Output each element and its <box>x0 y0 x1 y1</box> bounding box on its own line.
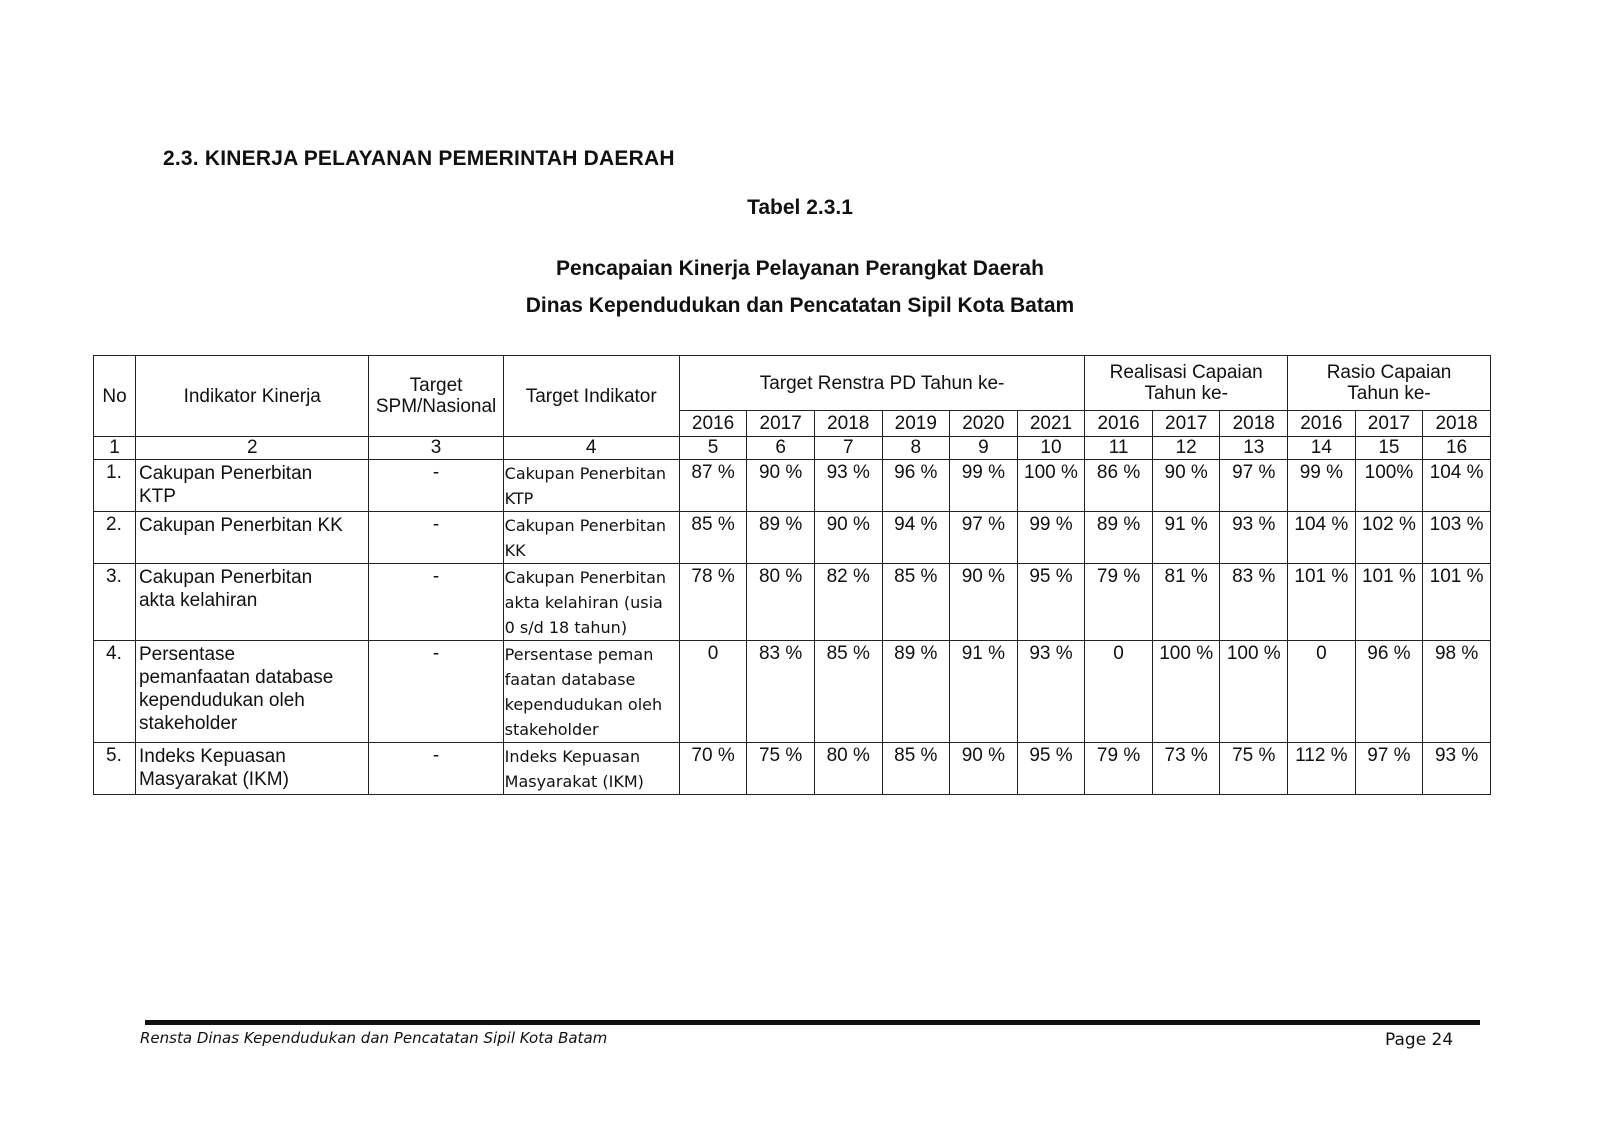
header-realisasi-line2: Tahun ke- <box>1144 383 1228 404</box>
rasio-value-cell: 104 % <box>1423 460 1491 512</box>
realisasi-value-cell: 90 % <box>1152 460 1220 512</box>
row-number: 4. <box>94 641 136 743</box>
target-indicator-line: Indeks Kepuasan <box>504 747 641 766</box>
row-number: 5. <box>94 743 136 795</box>
rasio-value-cell: 104 % <box>1288 512 1356 564</box>
row-number: 1. <box>94 460 136 512</box>
realisasi-value-cell: 81 % <box>1152 564 1220 641</box>
rasio-year-2017: 2017 <box>1355 411 1423 437</box>
column-index-cell: 2 <box>135 437 369 460</box>
indicator-cell <box>135 512 369 564</box>
column-index-cell: 8 <box>882 437 950 460</box>
table-row <box>94 641 1491 743</box>
rasio-value-cell: 101 % <box>1288 564 1356 641</box>
rasio-year-2018: 2018 <box>1423 411 1491 437</box>
rasio-value-cell: 112 % <box>1288 743 1356 795</box>
renstra-value-cell: 80 % <box>747 564 815 641</box>
indicator-line: Persentase <box>138 644 236 665</box>
renstra-value-cell: 0 <box>679 641 747 743</box>
footer-rule <box>145 1020 1480 1025</box>
renstra-value-cell: 93 % <box>1017 641 1085 743</box>
renstra-value-cell: 95 % <box>1017 564 1085 641</box>
target-spm-cell: - <box>369 743 503 795</box>
target-indicator-cell <box>503 564 679 641</box>
header-target-spm-line1: Target <box>409 375 463 396</box>
column-index-cell: 4 <box>503 437 679 460</box>
rasio-year-2016: 2016 <box>1288 411 1356 437</box>
indicator-line: pemanfaatan database <box>138 667 334 688</box>
table-title: Pencapaian Kinerja Pelayanan Perangkat Daerah <box>556 257 1044 280</box>
rasio-value-cell: 103 % <box>1423 512 1491 564</box>
target-indicator-line: Cakupan Penerbitan <box>504 464 667 483</box>
header-renstra: Target Renstra PD Tahun ke- <box>679 356 1085 411</box>
rasio-value-cell: 96 % <box>1355 641 1423 743</box>
header-target-spm <box>369 356 503 437</box>
rasio-value-cell: 99 % <box>1288 460 1356 512</box>
target-indicator-line: KTP <box>504 489 534 508</box>
table-body <box>94 460 1491 795</box>
renstra-year-2017: 2017 <box>747 411 815 437</box>
realisasi-value-cell: 79 % <box>1085 743 1153 795</box>
footer-document-title: Rensta Dinas Kependudukan dan Pencatatan Sipil Kota Batam <box>140 1029 608 1047</box>
rasio-value-cell: 97 % <box>1355 743 1423 795</box>
renstra-value-cell: 70 % <box>679 743 747 795</box>
table-subtitle: Dinas Kependudukan dan Pencatatan Sipil Kota Batam <box>525 294 1075 317</box>
renstra-value-cell: 89 % <box>882 641 950 743</box>
table-number: Tabel 2.3.1 <box>747 196 853 219</box>
rasio-value-cell: 101 % <box>1423 564 1491 641</box>
header-rasio-line2: Tahun ke- <box>1347 383 1431 404</box>
renstra-value-cell: 91 % <box>950 641 1018 743</box>
renstra-value-cell: 97 % <box>950 512 1018 564</box>
realisasi-value-cell: 79 % <box>1085 564 1153 641</box>
target-indicator-cell <box>503 512 679 564</box>
target-spm-cell: - <box>369 641 503 743</box>
header-realisasi <box>1085 356 1288 411</box>
target-indicator-line: akta kelahiran (usia <box>504 593 663 612</box>
column-index-cell: 15 <box>1355 437 1423 460</box>
section-heading: 2.3. KINERJA PELAYANAN PEMERINTAH DAERAH <box>163 147 675 170</box>
indicator-line: kependudukan oleh <box>138 690 305 711</box>
target-indicator-line: faatan database <box>504 670 636 689</box>
column-index-cell: 12 <box>1152 437 1220 460</box>
realisasi-year-2017: 2017 <box>1152 411 1220 437</box>
renstra-value-cell: 99 % <box>1017 512 1085 564</box>
renstra-value-cell: 85 % <box>882 743 950 795</box>
indicator-cell <box>135 743 369 795</box>
table-row <box>94 743 1491 795</box>
target-spm-cell: - <box>369 460 503 512</box>
column-index-cell: 13 <box>1220 437 1288 460</box>
realisasi-value-cell: 89 % <box>1085 512 1153 564</box>
rasio-value-cell: 93 % <box>1423 743 1491 795</box>
indicator-line: Cakupan Penerbitan KK <box>138 515 343 536</box>
indicator-cell <box>135 564 369 641</box>
renstra-value-cell: 85 % <box>679 512 747 564</box>
renstra-value-cell: 100 % <box>1017 460 1085 512</box>
renstra-value-cell: 75 % <box>747 743 815 795</box>
indicator-line: Cakupan Penerbitan <box>138 463 313 484</box>
target-indicator-line: Persentase peman <box>504 645 654 664</box>
realisasi-value-cell: 100 % <box>1152 641 1220 743</box>
realisasi-value-cell: 73 % <box>1152 743 1220 795</box>
target-indicator-line: stakeholder <box>504 720 599 739</box>
renstra-value-cell: 95 % <box>1017 743 1085 795</box>
target-spm-cell: - <box>369 564 503 641</box>
rasio-value-cell: 100% <box>1355 460 1423 512</box>
column-index-cell: 14 <box>1288 437 1356 460</box>
rasio-value-cell: 0 <box>1288 641 1356 743</box>
column-index-cell: 6 <box>747 437 815 460</box>
table-row <box>94 512 1491 564</box>
renstra-year-2018: 2018 <box>814 411 882 437</box>
column-index-cell: 16 <box>1423 437 1491 460</box>
renstra-value-cell: 82 % <box>814 564 882 641</box>
realisasi-year-2016: 2016 <box>1085 411 1153 437</box>
indicator-line: KTP <box>138 486 176 507</box>
column-index-cell: 11 <box>1085 437 1153 460</box>
column-index-cell: 10 <box>1017 437 1085 460</box>
header-no: No <box>94 356 136 437</box>
target-indicator-cell <box>503 743 679 795</box>
renstra-value-cell: 94 % <box>882 512 950 564</box>
target-indicator-cell <box>503 641 679 743</box>
header-target-spm-line2: SPM/Nasional <box>375 396 497 417</box>
indicator-line: stakeholder <box>138 713 238 734</box>
row-number: 3. <box>94 564 136 641</box>
indicator-cell <box>135 641 369 743</box>
indicator-line: akta kelahiran <box>138 590 258 611</box>
column-index-row <box>94 437 1491 460</box>
realisasi-value-cell: 83 % <box>1220 564 1288 641</box>
indicator-line: Indeks Kepuasan <box>138 746 286 767</box>
target-indicator-line: Cakupan Penerbitan <box>504 568 667 587</box>
renstra-year-2021: 2021 <box>1017 411 1085 437</box>
indicator-line: Masyarakat (IKM) <box>138 769 289 790</box>
renstra-value-cell: 96 % <box>882 460 950 512</box>
renstra-value-cell: 90 % <box>747 460 815 512</box>
page-number: Page 24 <box>1385 1030 1454 1050</box>
renstra-value-cell: 89 % <box>747 512 815 564</box>
renstra-year-2019: 2019 <box>882 411 950 437</box>
rasio-value-cell: 98 % <box>1423 641 1491 743</box>
target-indicator-line: kependudukan oleh <box>504 695 663 714</box>
renstra-value-cell: 85 % <box>814 641 882 743</box>
column-index-cell: 7 <box>814 437 882 460</box>
renstra-value-cell: 90 % <box>950 564 1018 641</box>
renstra-value-cell: 90 % <box>950 743 1018 795</box>
column-index-cell: 9 <box>950 437 1018 460</box>
renstra-value-cell: 90 % <box>814 512 882 564</box>
rasio-value-cell: 102 % <box>1355 512 1423 564</box>
renstra-year-2020: 2020 <box>950 411 1018 437</box>
table-row <box>94 564 1491 641</box>
realisasi-value-cell: 100 % <box>1220 641 1288 743</box>
header-rasio <box>1288 356 1491 411</box>
column-index-cell: 5 <box>679 437 747 460</box>
target-indicator-line: Masyarakat (IKM) <box>504 772 644 791</box>
header-rasio-line1: Rasio Capaian <box>1326 362 1452 383</box>
row-number: 2. <box>94 512 136 564</box>
target-indicator-line: KK <box>504 541 526 560</box>
table-row <box>94 460 1491 512</box>
target-indicator-cell <box>503 460 679 512</box>
header-realisasi-line1: Realisasi Capaian <box>1109 362 1263 383</box>
target-indicator-line: 0 s/d 18 tahun) <box>504 618 628 637</box>
column-index-cell: 3 <box>369 437 503 460</box>
renstra-value-cell: 87 % <box>679 460 747 512</box>
rasio-value-cell: 101 % <box>1355 564 1423 641</box>
target-indicator-line: Cakupan Penerbitan <box>504 516 667 535</box>
realisasi-year-2018: 2018 <box>1220 411 1288 437</box>
target-spm-cell: - <box>369 512 503 564</box>
renstra-value-cell: 78 % <box>679 564 747 641</box>
indicator-cell <box>135 460 369 512</box>
realisasi-value-cell: 0 <box>1085 641 1153 743</box>
renstra-value-cell: 93 % <box>814 460 882 512</box>
realisasi-value-cell: 93 % <box>1220 512 1288 564</box>
realisasi-value-cell: 97 % <box>1220 460 1288 512</box>
renstra-year-2016: 2016 <box>679 411 747 437</box>
column-index-cell: 1 <box>94 437 136 460</box>
realisasi-value-cell: 75 % <box>1220 743 1288 795</box>
realisasi-value-cell: 91 % <box>1152 512 1220 564</box>
renstra-value-cell: 83 % <box>747 641 815 743</box>
renstra-value-cell: 80 % <box>814 743 882 795</box>
header-target-indikator: Target Indikator <box>503 356 679 437</box>
renstra-value-cell: 85 % <box>882 564 950 641</box>
indicator-line: Cakupan Penerbitan <box>138 567 313 588</box>
performance-table <box>93 355 1491 795</box>
header-indikator: Indikator Kinerja <box>135 356 369 437</box>
renstra-value-cell: 99 % <box>950 460 1018 512</box>
realisasi-value-cell: 86 % <box>1085 460 1153 512</box>
